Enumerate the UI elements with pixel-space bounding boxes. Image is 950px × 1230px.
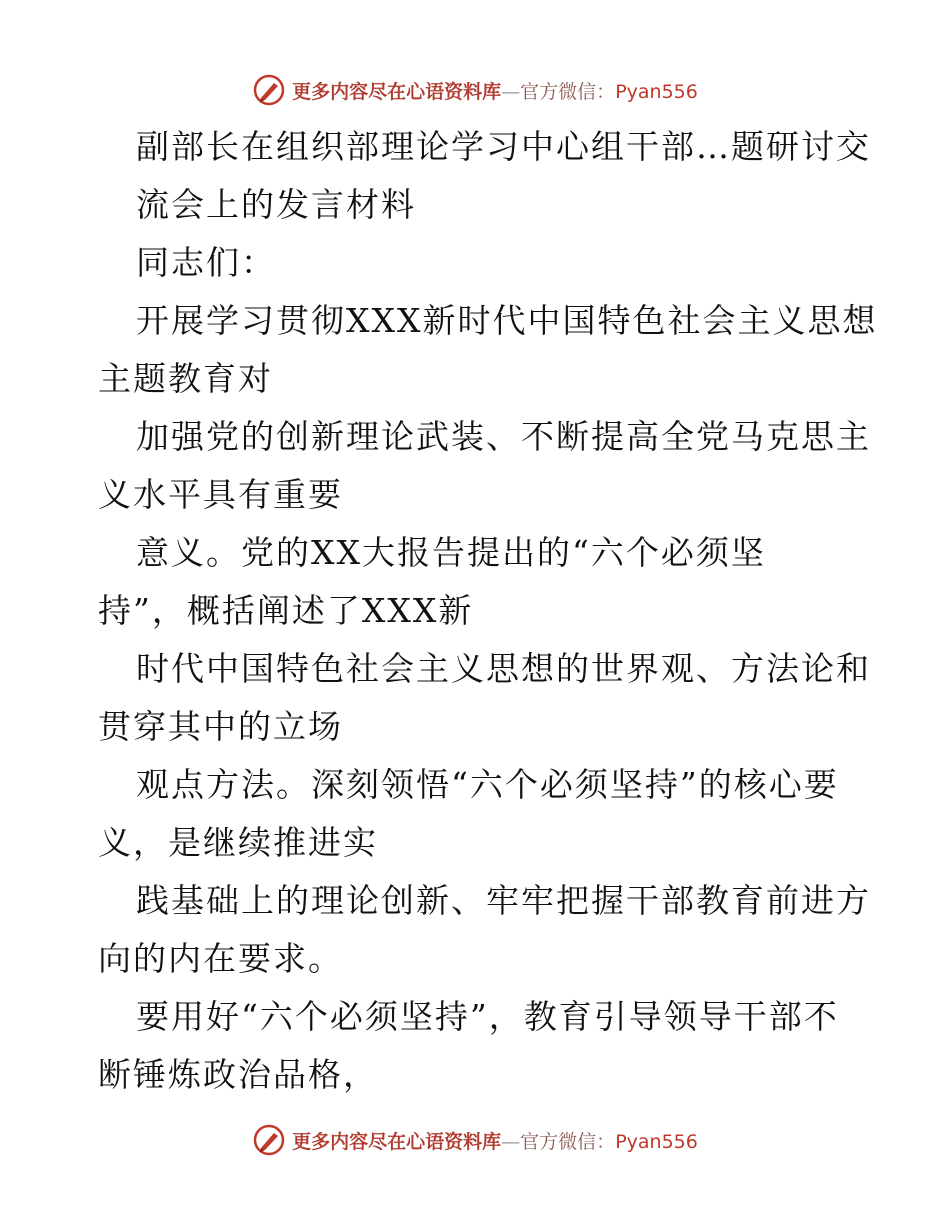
document-body xyxy=(98,118,878,1104)
doc-line: 观点方法。深刻领悟“六个必须坚持”的核心要 xyxy=(136,765,839,804)
doc-line: 同志们： xyxy=(136,243,276,282)
doc-line: 义水平具有重要 xyxy=(98,475,343,514)
header-subtitle: 官方微信： xyxy=(520,80,616,103)
doc-line: 加强党的创新理论武装、不断提高全党马克思主 xyxy=(136,417,871,456)
footer-account: Pyan556 xyxy=(615,1130,698,1153)
pen-logo-icon xyxy=(252,1123,286,1157)
header-banner xyxy=(0,70,950,110)
pen-logo-icon xyxy=(252,73,286,107)
doc-line: 贯穿其中的立场 xyxy=(98,707,343,746)
header-brand: 更多内容尽在心语资料库 xyxy=(292,80,502,103)
footer-brand: 更多内容尽在心语资料库 xyxy=(292,1130,502,1153)
doc-line: 副部长在组织部理论学习中心组干部…题研讨交 xyxy=(136,127,871,166)
doc-line: 意义。党的XX大报告提出的“六个必须坚 xyxy=(136,533,766,572)
doc-line: 时代中国特色社会主义思想的世界观、方法论和 xyxy=(136,649,871,688)
doc-line: 践基础上的理论创新、牢牢把握干部教育前进方 xyxy=(136,881,871,920)
header-dash: — xyxy=(501,80,521,103)
doc-line: 主题教育对 xyxy=(98,359,273,398)
header-text xyxy=(292,77,698,104)
doc-line: 要用好“六个必须坚持”，教育引导领导干部不 xyxy=(136,997,839,1036)
footer-banner xyxy=(0,1120,950,1160)
doc-line: 持”，概括阐述了XXX新 xyxy=(98,591,474,630)
footer-subtitle: 官方微信： xyxy=(520,1130,616,1153)
doc-line: 义，是继续推进实 xyxy=(98,823,378,862)
doc-line: 开展学习贯彻XXX新时代中国特色社会主义思想 xyxy=(136,301,878,340)
footer-dash: — xyxy=(501,1130,521,1153)
doc-line: 向的内在要求。 xyxy=(98,939,343,978)
header-account: Pyan556 xyxy=(615,80,698,103)
footer-text xyxy=(292,1127,698,1154)
doc-line: 流会上的发言材料 xyxy=(136,185,416,224)
doc-line: 断锤炼政治品格， xyxy=(98,1055,378,1094)
